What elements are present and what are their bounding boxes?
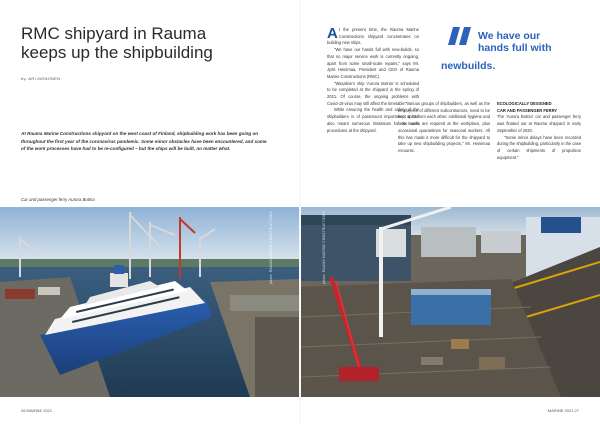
pullquote-line-3: newbuilds. [441, 60, 496, 72]
quote-mark-icon [447, 25, 473, 47]
pullquote-line-2: hands full with [478, 42, 552, 54]
body-column-3 [497, 101, 581, 161]
shipyard-photo [301, 207, 600, 397]
ship-photo [0, 207, 299, 397]
article-lead: At Rauma Marine Constructions shipyard on the west coast of Finland, shipbuilding work has been going on throughout the first year of the coronavirus pandemic. Some minor obstacles have been encountered, and some of the work processes have had to be re-configured – but the ships will be built, no matter what. [21, 131, 267, 152]
subheading: ECOLOGICALLY DESIGNED [497, 101, 552, 106]
body-paragraph: "Wasaline's ship 'Aurora Botnia' is scheduled to be completed at the shipyard in the spring of 2021. Of course, the ongoing problems with Covid-19 virus may still affect the timetable." [327, 80, 419, 106]
body-paragraph: "Some minor delays have been recorded during the shipbuilding, particularly in the case of certain shipments of propulsion equipment." [497, 134, 581, 160]
article-byline: by: ARI MONONEN [21, 76, 61, 81]
photo-credit: photo: RAUMA MARINE CONSTRUCTIONS [269, 211, 273, 284]
drop-cap: A [327, 25, 338, 42]
body-paragraph: "We have our hands full with new-builds, so that no major service work is currently ongoing, apart from some small-scale repairs," says Mr. Jyrki Heinimaa, President and CEO of Rauma Marine Constructions (RMC). [327, 47, 419, 79]
photo-credit: photo: RAUMA MARINE CONSTRUCTIONS [322, 211, 326, 284]
body-paragraph: The 'Aurora Botnia' car and passenger ferry was floated out at Rauma shipyard in early September of 2020. [497, 114, 581, 133]
page-footer-left: 26 MARINE 2021 [21, 408, 53, 413]
shipyard-illustration [301, 207, 600, 397]
body-paragraph: "Various groups of shipbuilders, as well as the employees of different subcontractors, need to be kept apart from each other. Additional hygiene and face masks are required at the workplace, plus occasional quarantines for seasonal workers. All this has made it more difficult for the shipyard to take up new shipbuilding projects," Mr. Heinimaa recounts. [398, 101, 490, 153]
photo-caption: Car and passenger ferry Aurora Botnia [21, 197, 95, 202]
ship-illustration [0, 207, 299, 397]
article-title: RMC shipyard in Rauma keeps up the shipbuilding [21, 24, 213, 62]
body-paragraph: t the present time, the Rauma Marine Constructions shipyard concentrates on building new ships. [327, 27, 419, 46]
body-paragraph: While ensuring the health and safety of the shipbuilders is of paramount importance, it has also meant numerous limitations for the work procedures at the shipyard. [327, 107, 419, 133]
pullquote-line-1: We have our [478, 30, 541, 42]
page-footer-right: MARINE 2021 27 [547, 408, 579, 413]
subheading: CAR AND PASSENGER FERRY [497, 107, 558, 113]
body-column-2 [398, 101, 490, 155]
